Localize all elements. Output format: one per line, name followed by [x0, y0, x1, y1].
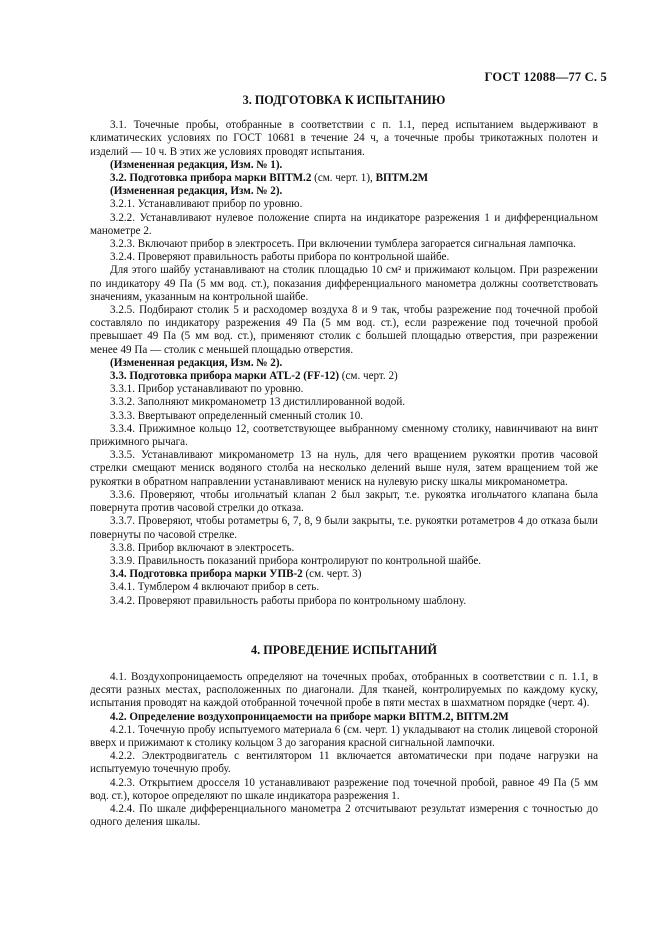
- paragraph-3-3-1: 3.3.1. Прибор устанавливают по уровню.: [110, 383, 304, 396]
- paragraph-3-3-5: 3.3.5. Устанавливают микроманометр 13 на нуль, для чего вращением рукоятки против часовой стрелки смещают мениск водяного столба на несколько делений выше нуля, затем вращением той же рукоятки в обратном направлении устанавливают мениск на нулевую риску шкалы микроманометра.: [90, 449, 598, 488]
- paragraph-3-3-7: 3.3.7. Проверяют, чтобы ротаметры 6, 7, 8, 9 были закрыты, т.е. рукоятки ротаметров 4 до отказа были повернуты по часовой стрелке.: [90, 515, 598, 541]
- paragraph-3-3-4: 3.3.4. Прижимное кольцо 12, соответствующее выбранному сменному столику, навинчивают на винт прижимного рычага.: [90, 422, 598, 449]
- paragraph-3-2-4: 3.2.4. Проверяют правильность работы прибора по контрольной шайбе.: [110, 251, 450, 264]
- paragraph-3-3-3: 3.3.3. Ввертывают определенный сменный столик 10.: [110, 409, 364, 422]
- page-header: ГОСТ 12088—77 С. 5: [484, 70, 607, 84]
- paragraph-3-2-3: 3.2.3. Включают прибор в электросеть. При включении тумблера загорается сигнальная лампочка.: [110, 238, 576, 251]
- paragraph-3-3-2: 3.3.2. Заполняют микроманометр 13 дистиллированной водой.: [110, 396, 406, 409]
- paragraph-3-3-9: 3.3.9. Правильность показаний прибора контролируют по контрольной шайбе.: [110, 554, 482, 567]
- edition-note: (Измененная редакция, Изм. № 2).: [110, 356, 283, 369]
- section-3-title: 3. ПОДГОТОВКА К ИСПЫТАНИЮ: [242, 93, 446, 107]
- paragraph-3-3-8: 3.3.8. Прибор включают в электросеть.: [110, 541, 295, 554]
- paragraph-3-4-2: 3.4.2. Проверяют правильность работы прибора по контрольному шаблону.: [110, 594, 467, 607]
- paragraph-4-2-1: 4.2.1. Точечную пробу испытуемого материала 6 (см. черт. 1) укладывают на столик лицевой стороной вверх и прижимают к столику кольцом 3 до загорания красной сигнальной лампочки.: [90, 723, 598, 749]
- paragraph-3-2-1: 3.2.1. Устанавливают прибор по уровню.: [110, 198, 303, 211]
- paragraph-3-1: 3.1. Точечные пробы, отобранные в соответствии с п. 1.1, перед испытанием выдерживают в климатических условиях по ГОСТ 10681 в течение 24 ч, а точечные пробы трикотажных полотен и изделий — 10 ч. В этих же условиях проводят испытания.: [90, 119, 598, 158]
- paragraph-3-2-5: 3.2.5. Подбирают столик 5 и расходомер воздуха 8 и 9 так, чтобы разрежение под точечной пробой составляло по индикатору разрежения 49 Па (5 мм вод. ст.), если разрежение под точечной пробой превышает 49 Па (5 мм вод. ст.), применяют столик с большей площадью отверстия, при разрежении менее 49 Па — столик с меньшей площадью отверстия.: [90, 304, 598, 356]
- paragraph-4-2-3: 4.2.3. Открытием дросселя 10 устанавливают разрежение под точечной пробой, равное 49 Па (5 мм вод. ст.), которое определяют по шкале индикатора разрежения 1.: [90, 776, 598, 802]
- subsection-3-4-heading: 3.4. Подготовка прибора марки УПВ-2 (см. черт. 3): [110, 568, 362, 581]
- subsection-3-3-heading: 3.3. Подготовка прибора марки ATL-2 (FF-12) (см. черт. 2): [110, 370, 398, 383]
- paragraph-4-1: 4.1. Воздухопроницаемость определяют на точечных пробах, отобранных в соответствии с п. 1.1, в десяти разных местах, расположенных по диагонали. Для тканей, контролируемых по каждому куску, испытания проводят на каждой отобранной точечной пробе в пяти местах в шахматном порядке (черт. 4).: [90, 670, 598, 710]
- paragraph-4-2-2: 4.2.2. Электродвигатель с вентилятором 11 включается автоматически при подаче нагрузки на испытуемую точечную пробу.: [90, 750, 598, 776]
- paragraph-3-4-1: 3.4.1. Тумблером 4 включают прибор в сеть.: [110, 581, 320, 594]
- paragraph-4-2-4: 4.2.4. По шкале дифференциального манометра 2 отсчитывают результат измерения с точностью до одного деления шкалы.: [90, 802, 598, 829]
- edition-note: (Измененная редакция, Изм. № 2).: [110, 185, 283, 198]
- paragraph-3-2-2: 3.2.2. Устанавливают нулевое положение спирта на индикаторе разрежения 1 и дифференциальном манометре 2.: [90, 211, 598, 237]
- subsection-4-2-heading: 4.2. Определение воздухопроницаемости на приборе марки ВПТМ.2, ВПТМ.2М: [110, 710, 509, 723]
- page-content: [90, 94, 598, 829]
- paragraph-3-3-6: 3.3.6. Проверяют, чтобы игольчатый клапан 2 был закрыт, т.е. рукоятка игольчатого клапана была повернута против часовой стрелки до отказа.: [90, 488, 598, 515]
- subsection-3-2-heading: 3.2. Подготовка прибора марки ВПТМ.2 (см. черт. 1), ВПТМ.2М: [110, 172, 429, 185]
- edition-note: (Измененная редакция, Изм. № 1).: [110, 158, 283, 171]
- section-4-title: 4. ПРОВЕДЕНИЕ ИСПЫТАНИЙ: [251, 642, 437, 657]
- paragraph-3-2-4-continued: Для этого шайбу устанавливают на столик площадью 10 см² и прижимают кольцом. При разрежении по индикатору 49 Па (5 мм вод. ст.), показания дифференциального манометра должны соответствовать значениям, указанным на контрольной шайбе.: [90, 264, 598, 303]
